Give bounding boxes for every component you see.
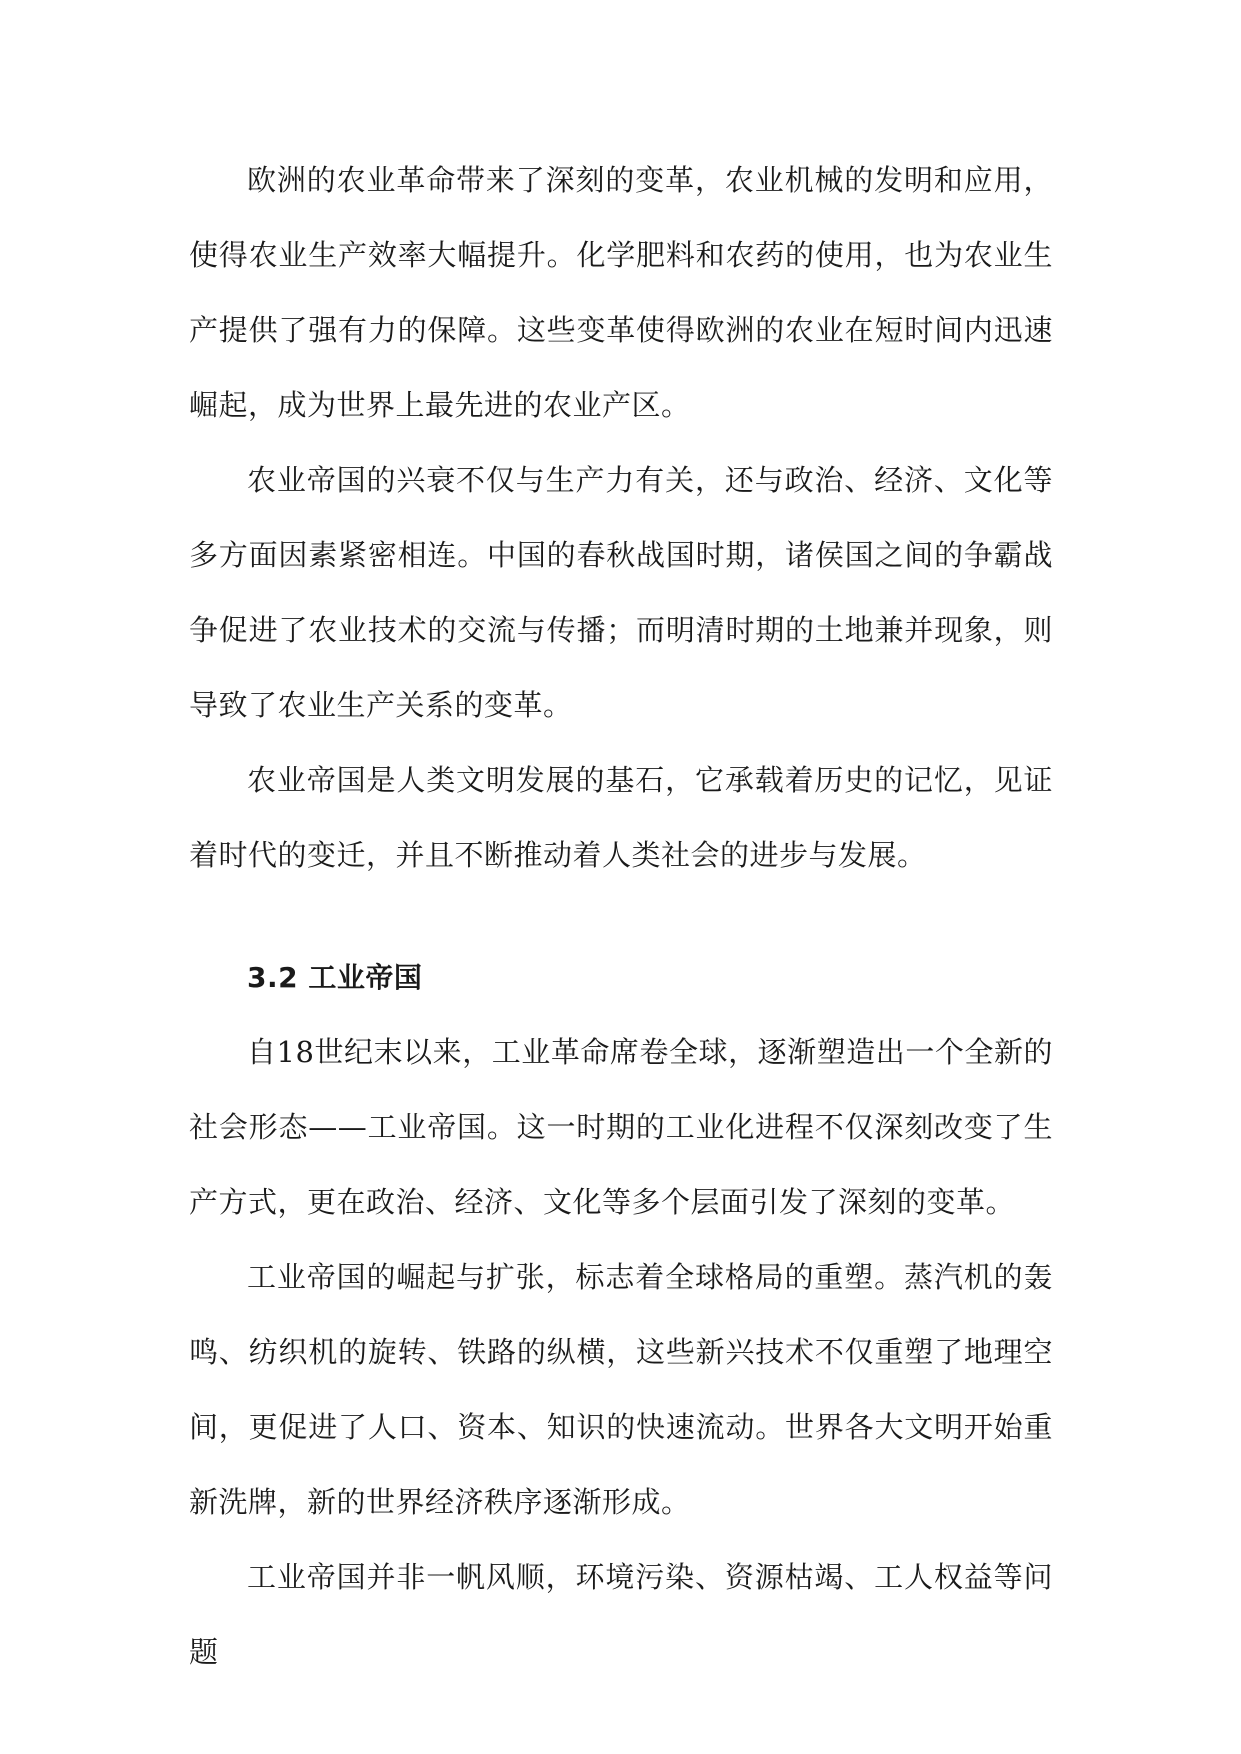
document-page: [189, 143, 1053, 1690]
section-heading-industrial-empire: 3.2 工业帝国: [247, 961, 423, 994]
paragraph-european-agricultural-revolution: 欧洲的农业革命带来了深刻的变革，农业机械的发明和应用，使得农业生产效率大幅提升。化学肥料和农药的使用，也为农业生产提供了强有力的保障。这些变革使得欧洲的农业在短时间内迅速崛起，成为世界上最先进的农业产区。: [189, 163, 1053, 422]
paragraph-agricultural-empire-rise-fall: 农业帝国的兴衰不仅与生产力有关，还与政治、经济、文化等多方面因素紧密相连。中国的春秋战国时期，诸侯国之间的争霸战争促进了农业技术的交流与传播；而明清时期的土地兼并现象，则导致了农业生产关系的变革。: [189, 463, 1053, 722]
paragraph-industrial-empire-problems: 工业帝国并非一帆风顺，环境污染、资源枯竭、工人权益等问题: [189, 1560, 1053, 1669]
paragraph-industrial-revolution: 自18世纪末以来，工业革命席卷全球，逐渐塑造出一个全新的社会形态——工业帝国。这一时期的工业化进程不仅深刻改变了生产方式，更在政治、经济、文化等多个层面引发了深刻的变革。: [189, 1035, 1053, 1219]
paragraph-industrial-empire-rise: 工业帝国的崛起与扩张，标志着全球格局的重塑。蒸汽机的轰鸣、纺织机的旋转、铁路的纵横，这些新兴技术不仅重塑了地理空间，更促进了人口、资本、知识的快速流动。世界各大文明开始重新洗牌，新的世界经济秩序逐渐形成。: [189, 1260, 1053, 1519]
paragraph-agricultural-empire-cornerstone: 农业帝国是人类文明发展的基石，它承载着历史的记忆，见证着时代的变迁，并且不断推动着人类社会的进步与发展。: [189, 763, 1053, 872]
